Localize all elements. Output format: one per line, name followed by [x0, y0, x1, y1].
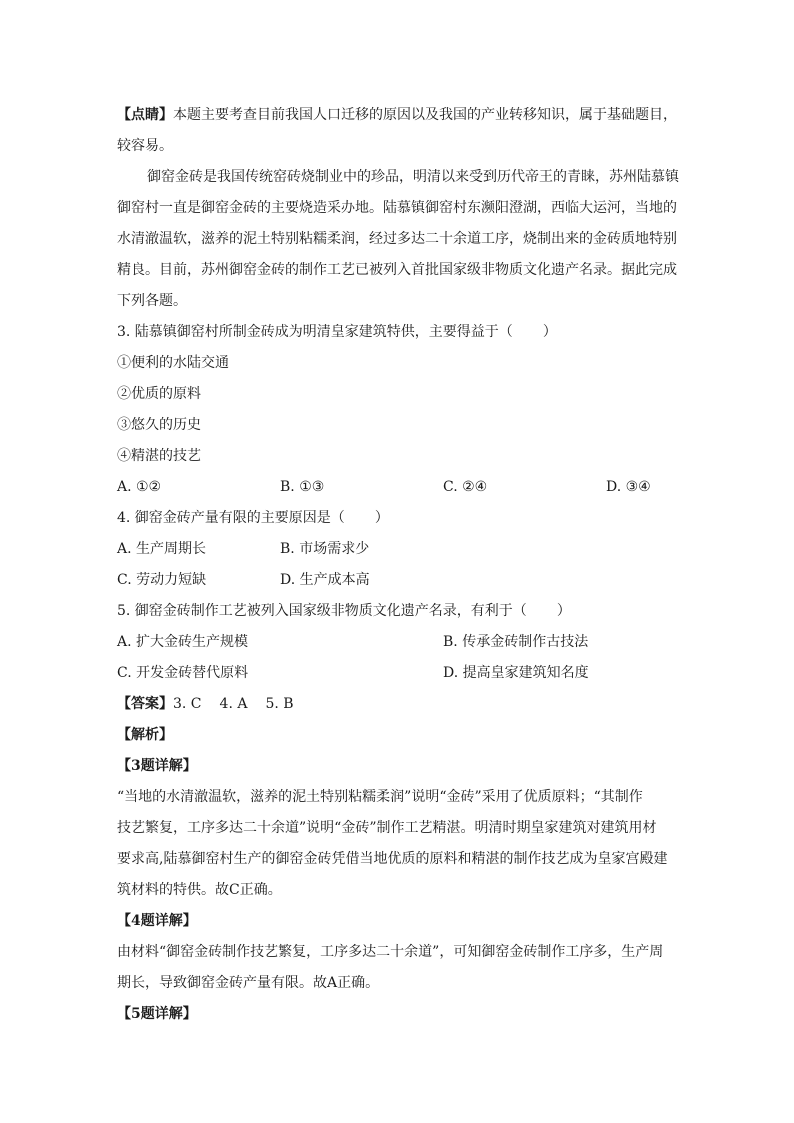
comment-text-2: 较容易。: [117, 138, 173, 154]
detail-3-line-3: 要求高,陆慕御窑村生产的御窑金砖凭借当地优质的原料和精湛的制作技艺成为皇家宫殿建: [117, 851, 668, 867]
q4-option-b: B. 市场需求少: [280, 541, 370, 557]
comment-label: 【点睛】: [117, 107, 173, 123]
q3-option-d: D. ③④: [606, 479, 651, 495]
q5-stem-close: ）: [556, 603, 571, 619]
q5-options-row-2: [117, 658, 683, 689]
q4-stem-close: ）: [374, 510, 389, 526]
q5-option-b: B. 传承金砖制作古技法: [443, 634, 589, 650]
detail-3-label: 【3题详解】: [117, 758, 197, 774]
q3-item-1: ①便利的水陆交通: [117, 355, 229, 371]
comment-line-2: [117, 131, 683, 162]
q3-option-a: A. ①②: [117, 479, 162, 495]
q5-options-row-1: [117, 627, 683, 658]
q3-option-c: C. ②④: [443, 479, 488, 495]
analysis-label: 【解析】: [117, 727, 173, 743]
material-line-3: 水清澈温软，滋养的泥土特别粘糯柔润，经过多达二十余道工序，烧制出来的金砖质地特别: [117, 231, 677, 247]
q4-option-c: C. 劳动力短缺: [117, 572, 207, 588]
detail-4-label: 【4题详解】: [117, 913, 197, 929]
answer-label: 【答案】: [117, 696, 173, 712]
answer-3: 3. C: [173, 696, 202, 712]
q3-options: [117, 472, 683, 503]
q5-option-a: A. 扩大金砖生产规模: [117, 634, 249, 650]
detail-3-line-2: 技艺繁复，工序多达二十余道”说明“金砖”制作工艺精湛。明清时期皇家建筑对建筑用材: [117, 820, 657, 836]
q5-option-c: C. 开发金砖替代原料: [117, 665, 249, 681]
q3-stem: [117, 317, 683, 348]
material-line-2: 御窑村一直是御窑金砖的主要烧造采办地。陆慕镇御窑村东濒阳澄湖，西临大运河，当地的: [117, 200, 677, 216]
q4-option-a: A. 生产周期长: [117, 541, 207, 557]
q3-item-2: ②优质的原料: [117, 386, 201, 402]
detail-3-line-1: “当地的水清澈温软，滋养的泥土特别粘糯柔润”说明“金砖”采用了优质原料；“其制作: [117, 789, 643, 805]
material-line-1: 御窑金砖是我国传统窑砖烧制业中的珍品，明清以来受到历代帝王的青睐，苏州陆慕镇: [147, 169, 679, 185]
detail-4-line-2: 期长，导致御窑金砖产量有限。故A正确。: [117, 975, 380, 991]
answer-5: 5. B: [265, 696, 294, 712]
detail-5-label: 【5题详解】: [117, 1006, 197, 1022]
q3-item-4: ④精湛的技艺: [117, 448, 201, 464]
answer-4: 4. A: [219, 696, 248, 712]
q3-item-3: ③悠久的历史: [117, 417, 201, 433]
comment-line-1: [117, 100, 683, 131]
q4-options-row-1: [117, 534, 683, 565]
detail-4-line-1: 由材料“御窑金砖制作技艺繁复，工序多达二十余道”，可知御窑金砖制作工序多，生产周: [117, 944, 664, 960]
q4-options-row-2: [117, 565, 683, 596]
q3-stem-close: ）: [542, 324, 557, 340]
material-line-5: 下列各题。: [117, 293, 187, 309]
q4-option-d: D. 生产成本高: [280, 572, 370, 588]
detail-3-line-4: 筑材料的特供。故C正确。: [117, 882, 282, 898]
q5-stem-text: 5. 御窑金砖制作工艺被列入国家级非物质文化遗产名录，有利于（: [117, 603, 527, 619]
q5-stem: [117, 596, 683, 627]
q4-stem: [117, 503, 683, 534]
answer-line: [117, 689, 683, 720]
q3-stem-text: 3. 陆慕镇御窑村所制金砖成为明清皇家建筑特供，主要得益于（: [117, 324, 513, 340]
material-line-4: 精良。目前，苏州御窑金砖的制作工艺已被列入首批国家级非物质文化遗产名录。据此完成: [117, 262, 677, 278]
q4-stem-text: 4. 御窑金砖产量有限的主要原因是（: [117, 510, 345, 526]
document-content: [117, 100, 683, 1030]
comment-text-1: 本题主要考查目前我国人口迁移的原因以及我国的产业转移知识，属于基础题目，: [173, 107, 677, 123]
q3-option-b: B. ①③: [280, 479, 325, 495]
q5-option-d: D. 提高皇家建筑知名度: [443, 665, 589, 681]
